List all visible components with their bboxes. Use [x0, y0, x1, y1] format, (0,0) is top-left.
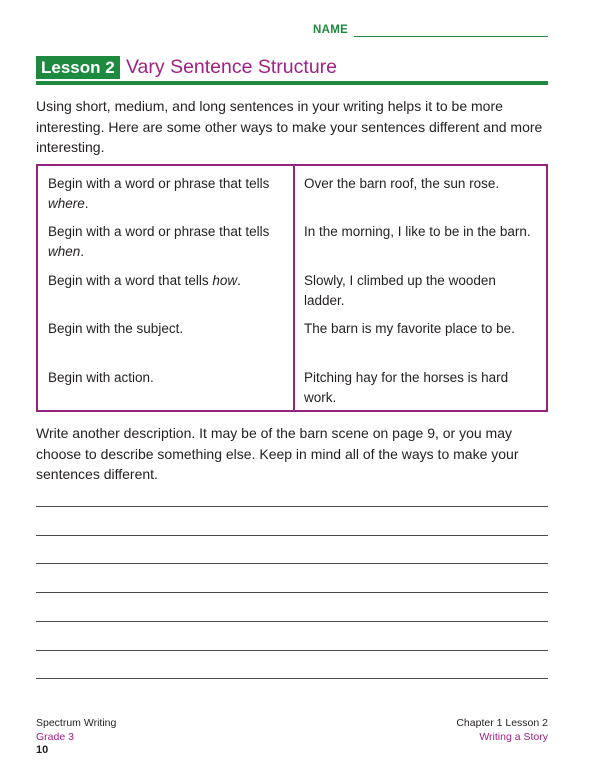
- writing-line[interactable]: [36, 650, 548, 651]
- writing-line[interactable]: [36, 678, 548, 679]
- rule-cell: [48, 271, 288, 291]
- name-row: [0, 24, 603, 40]
- writing-line[interactable]: [36, 563, 548, 564]
- rule-keyword: when: [48, 244, 81, 259]
- footer-section: Writing a Story: [479, 731, 548, 743]
- examples-table: [36, 164, 548, 412]
- rule-suffix: .: [237, 273, 241, 288]
- rule-text: Begin with action.: [48, 370, 154, 385]
- example-cell: The barn is my favorite place to be.: [304, 321, 515, 336]
- footer-book: Spectrum Writing: [36, 717, 117, 729]
- example-cell: Over the barn roof, the sun rose.: [304, 176, 500, 191]
- rule-cell: [48, 368, 288, 388]
- rule-text: Begin with the subject.: [48, 321, 184, 336]
- table-row: [38, 174, 546, 218]
- rule-keyword: where: [48, 196, 85, 211]
- writing-line[interactable]: [36, 621, 548, 622]
- writing-prompt: Write another description. It may be of the barn scene on page 9, or you may choose to describe something else. Keep in mind all of the ways to make your sentences different.: [36, 425, 519, 482]
- footer-chapter: Chapter 1 Lesson 2: [456, 717, 548, 729]
- table-row: [38, 222, 546, 266]
- footer-grade: Grade 3: [36, 731, 74, 743]
- lesson-title: Vary Sentence Structure: [126, 56, 337, 78]
- page-number: 10: [36, 744, 49, 756]
- title-rule: [36, 81, 548, 85]
- name-write-line[interactable]: [354, 36, 548, 37]
- example-cell: Slowly, I climbed up the wooden ladder.: [304, 273, 496, 308]
- name-label: NAME: [313, 24, 349, 36]
- rule-suffix: .: [80, 244, 85, 259]
- writing-line[interactable]: [36, 535, 548, 536]
- table-row: [38, 368, 546, 412]
- rule-suffix: .: [84, 196, 89, 211]
- footer-right: [456, 716, 548, 744]
- lesson-title-row: [36, 56, 548, 80]
- lesson-badge: Lesson 2: [36, 56, 120, 79]
- rule-cell: [48, 174, 288, 214]
- rule-cell: [48, 222, 288, 262]
- rule-keyword: how: [212, 273, 238, 288]
- table-row: [38, 319, 546, 363]
- rule-text: Begin with a word or phrase that tells: [48, 176, 270, 191]
- intro-paragraph: Using short, medium, and long sentences in your writing helps it to be more interesting. Here are some other ways to make your sentences different and more interesting.: [36, 98, 543, 155]
- footer-left: [36, 716, 116, 744]
- example-cell: Pitching hay for the horses is hard work.: [304, 370, 509, 405]
- table-row: [38, 271, 546, 315]
- rule-text: Begin with a word that tells: [48, 273, 213, 288]
- writing-line[interactable]: [36, 506, 548, 507]
- rule-cell: [48, 319, 288, 339]
- rule-text: Begin with a word or phrase that tells: [48, 224, 270, 239]
- writing-line[interactable]: [36, 592, 548, 593]
- example-cell: In the morning, I like to be in the barn.: [304, 224, 531, 239]
